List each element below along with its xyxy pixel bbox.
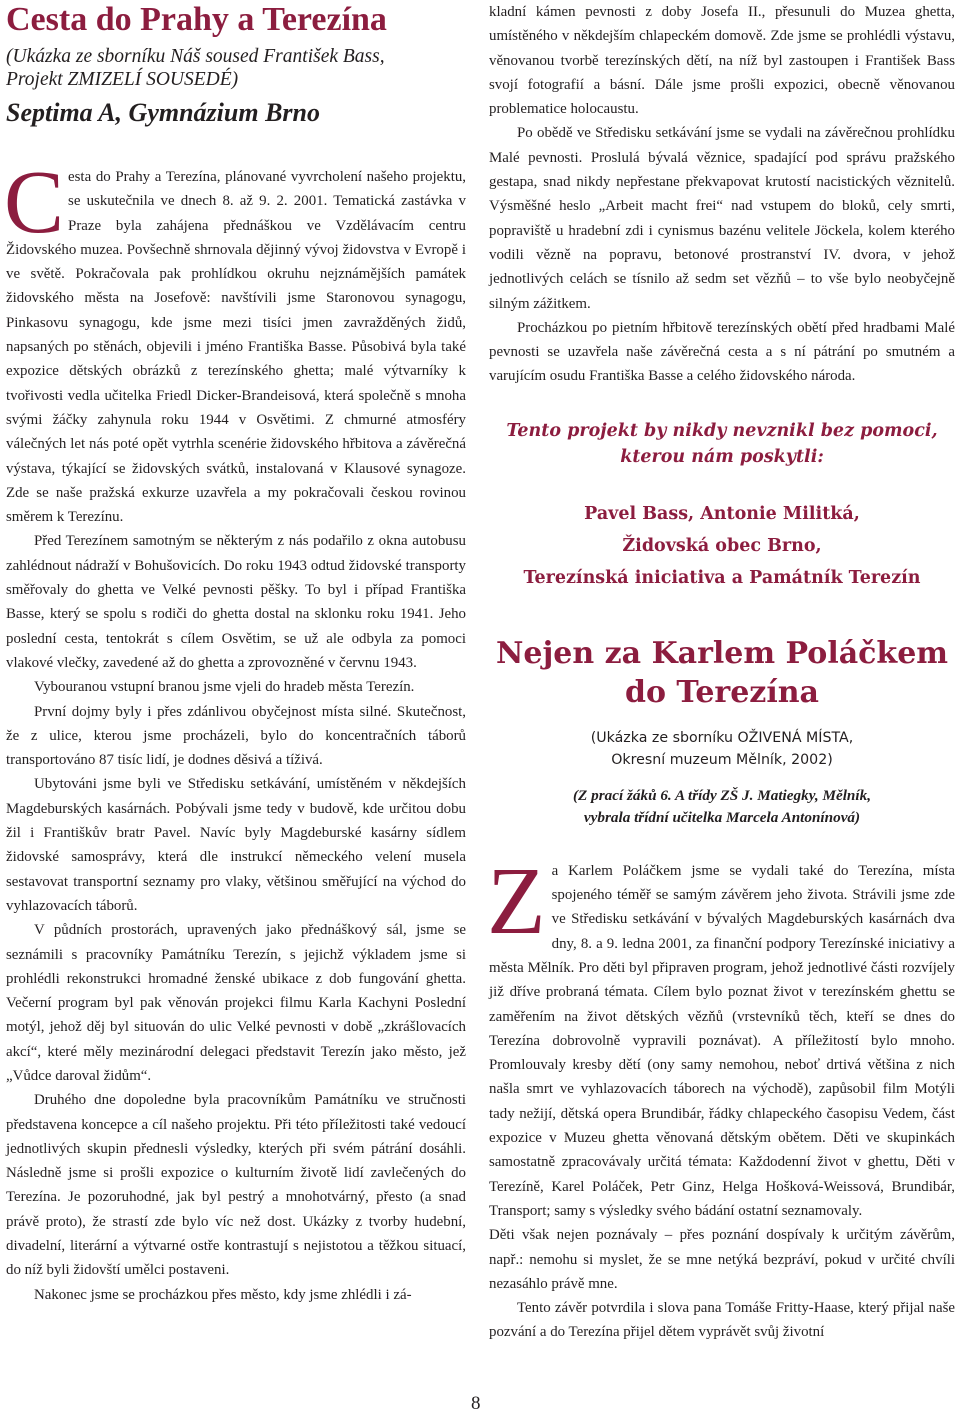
drop-cap: C	[4, 153, 65, 252]
second-article-title	[489, 634, 955, 712]
body-paragraph: Procházkou po pietním hřbitově terezínských obětí před hradbami Malé pevnosti se uzavřela naše závěrečná cesta a s ní pátrání po smutném a varujícím osudu Františka Basse a celého židovského národa.	[489, 319, 955, 385]
acknowledgements	[489, 418, 955, 594]
body-paragraph: Druhého dne dopoledne byla pracovníkům Památníku ve stručnosti představena koncepce a cíl našeho projektu. Při této příležitosti také vedoucí jednotlivých skupin přednesli výsledky, kterých při svém pátrání dosáhli. Následně jsme si prošli expozice o kulturním životě lidí zavlečených do Terezína. Je pozoruhodné, jak byl pestrý a mnohotvárný, přesto (a snad právě proto), že strastí zde bylo víc než dost. Ukázky z tvorby hudební, divadelní, literární a výtvarné ostře kontrastují s nejistotou a těžkou situací, do níž byli židovští umělci postaveni.	[6, 1092, 466, 1279]
source-line: Okresní muzeum Mělník, 2002)	[611, 751, 833, 768]
paragraph-text: esta do Prahy a Terezína, plánované vyvrcholení našeho projektu, se uskutečnila ve dnech 8. až 9. 2. 2001. Tematická zastávka v Praze byla zahájena přednáškou ve Vzdělávacím centru Židovského muzea. Povšechně shrnovala dějinný vývoj židovstva v Evropě i ve světě. Pokračovala pak prohlídkou okruhu nejznámějších památek židovského města na Josefově: navštívili jsme Staronovou synagogu, Pinkasovu synagogu, kde jsme mezi tisíci jmen zavražděných židů, napsaných po stěnách, objevili i jméno Františka Basse. Působivá byla také expozice dětských obrázků z terezínského ghetta; malé výtvarníky k tvořivosti vedla učitelka Friedl Dicker-Brandeisová, která společně s mnoha svými žáčky zahynula roku 1944 v Osvětimi. Z chmurné atmosféry válečných let nás poté opět vytrhla scenérie židovského hřbitova a závěrečná výstava, týkající se židovských svátků, instalovaná v Klausové synagoze. Zde se naše pražská exkurze uzavřela a my pokračovali českou rovinou směrem k Terezínu.	[6, 169, 466, 526]
heading-line: kterou nám poskytli:	[620, 446, 824, 467]
source-line: (Ukázka ze sborníku OŽIVENÁ MÍSTA,	[590, 729, 854, 746]
body-paragraph: Nakonec jsme se procházkou přes město, kdy jsme zhlédli i zá-	[34, 1286, 412, 1303]
sponsor-line: Židovská obec Brno,	[622, 535, 822, 556]
heading-line: Tento projekt by nikdy nevznikl bez pomoci,	[506, 420, 938, 441]
sponsor-line: Pavel Bass, Antonie Militká,	[584, 503, 860, 524]
body-paragraph: V půdních prostorách, upravených jako přednáškový sál, jsme se seznámili s pracovníky Památníku Terezín, s jejichž výkladem jsme si prohlédli rekonstrukci hromadné ženské ubikace z dob fungování ghetta. Večerní program byl pak věnován projekci filmu Karla Kachyni Poslední motýl, jehož děj byl situován do ulic Velké pevnosti v době „zkrášlovacích akcí“, které měly mezinárodní delegaci představit Terezín jako město, jež „Vůdce daroval židům“.	[6, 922, 466, 1084]
title-line: Nejen za Karlem Poláčkem	[495, 635, 949, 671]
title-line: do Terezína	[625, 674, 819, 710]
byline-line: vybrala třídní učitelka Marcela Antonínová)	[583, 808, 861, 826]
second-article-byline	[489, 785, 955, 829]
body-paragraph: První dojmy byly i přes zdánlivou obyčejnost místa silné. Skutečnost, že z ulice, kterou jsme procházeli, bylo do koncentračních táborů transportováno 87 tisíc lidí, je dodnes děsivá a tíživá.	[6, 703, 466, 769]
paragraph-text: a Karlem Poláčkem jsme se vydali také do Terezína, místa spojeného téměř se samým závěrem jeho života. Strávili jsme zde ve Středisku setkávání v bývalých Magdeburských kasárnách dva dny, 8. a 9. ledna 2001, za finanční podpory Terezínské iniciativy a města Mělník. Pro děti byl připraven program, jehož jednotlivé části rozvíjely již dříve probraná témata. Cílem bylo poznat život v terezínském ghettu se zaměřením na život dětských vězňů (vrstevníků těch, kteří se dnes do Terezína dobrovolně vypravili poznávat). A příležitostí bylo mnoho. Promlouvaly kresby dětí (ony samy nemohou, neboť drtivá většina z nich našla smrt ve vyhlazovacích táborech na východě), zapůsobil film Motýli tady nežijí, dětská opera Brundibár, řádky chlapeckého časopisu Vedem, část expozice v Muzeu ghetta věnovaná dětským obětem. Děti ve skupinkách samostatně zpracovávaly určitá témata: Každodenní život v ghettu, Děti v Terezíně, Karel Poláček, Petr Ginz, Helga Hošková-Weissová, Brundibár, Transport; samy s výsledky svého bádání ostatní seznamovaly.	[489, 862, 955, 1219]
body-paragraph: kladní kámen pevnosti z doby Josefa II., přesunuli do Muzea ghetta, umístěného v někdejším chlapeckém domově. Zde jsme se prohlédli výstavu, věnovanou tvorbě terezínských dětí, na níž byl zastoupen i František Bass svojí fotografií a básní. Dále jsme prošli expozici, obecně věnovanou problematice holocaustu.	[489, 4, 955, 118]
second-article-source	[489, 727, 955, 771]
body-paragraph: Vybouranou vstupní branou jsme vjeli do hradeb města Terezín.	[34, 679, 415, 696]
article-title: Cesta do Prahy a Terezína	[6, 1, 387, 38]
sponsor-line: Terezínská iniciativa a Památník Terezín	[523, 567, 921, 588]
page-number: 8	[471, 1393, 481, 1414]
byline-line: (Z prací žáků 6. A třídy ZŠ J. Matiegky, Mělník,	[573, 786, 871, 804]
acknowledgements-names	[489, 498, 955, 594]
subtitle-line: (Ukázka ze sborníku Náš soused František Bass,	[6, 46, 385, 67]
body-paragraph: Po obědě ve Středisku setkávání jsme se vydali na závěrečnou prohlídku Malé pevnosti. Proslulá bývalá věznice, spadající pod správu pražského gestapa, snad nikdy nepřestane překvapovat krutostí nacistických věznitelů. Výsměšné heslo „Arbeit macht frei“ nad vstupem do bloků, cely smrti, popraviště u hradební zdi i cynismus bazénu velitele Jöckela, kolem kterého vodili vězně na popravu, betonové prostranství IV. dvora, v jehož jednotlivých celách se tísnilo až sedm set vězňů – to vše bylo neobyčejně silným zážitkem.	[489, 125, 955, 312]
subtitle-line: Projekt ZMIZELÍ SOUSEDÉ)	[6, 69, 239, 90]
body-paragraph: Před Terezínem samotným se některým z nás podařilo z okna autobusu zahlédnout nádraží v Bohušovicích. Do roku 1943 odtud židovské transporty směřovaly do ghetta ve Velké pevnosti pěšky. To byl i případ Františka Basse, který se spolu s rodiči do ghetta dostal na sklonku roku 1941. Jeho poslední cesta, tentokrát s cílem Osvětim, se už ale odbyla za pomoci vlakové vlečky, zavedené až do ghetta a zprovozněné v červnu 1943.	[6, 533, 466, 671]
right-column	[489, 0, 955, 1345]
body-paragraph	[487, 846, 955, 1223]
acknowledgements-heading	[489, 418, 955, 470]
article-body	[4, 153, 466, 1307]
body-paragraph: Ubytováni jsme byli ve Středisku setkávání, umístěném v někdejších Magdeburských kasárnách. Pobývali jsme tedy v budově, kde určitou dobu žil i Františkův bratr Pavel. Navíc byly Magdeburské kasárny sídlem židovské samosprávy, která dle instrukcí německého velení musela sestavovat transportní seznamy pro vlaky, většinou směřující na východ do vyhlazovacích táborů.	[6, 776, 466, 914]
second-article-body	[487, 846, 955, 1345]
school-name: Septima A, Gymnázium Brno	[6, 98, 320, 127]
article-subtitle	[6, 45, 466, 91]
drop-cap: Z	[487, 846, 546, 954]
body-paragraph: Děti však nejen poznávaly – přes poznání dospívaly k určitým závěrům, např.: nemohu si myslet, že se mne netýká bezpráví, pokud v určité chvíli nezasáhlo právě mne.	[489, 1227, 955, 1292]
body-paragraph: Tento závěr potvrdila i slova pana Tomáše Fritty-Haase, který přijal naše pozvání a do Terezína přijel dětem vyprávět svůj životní	[489, 1300, 955, 1341]
left-column	[6, 0, 466, 1307]
body-paragraph	[4, 153, 466, 529]
